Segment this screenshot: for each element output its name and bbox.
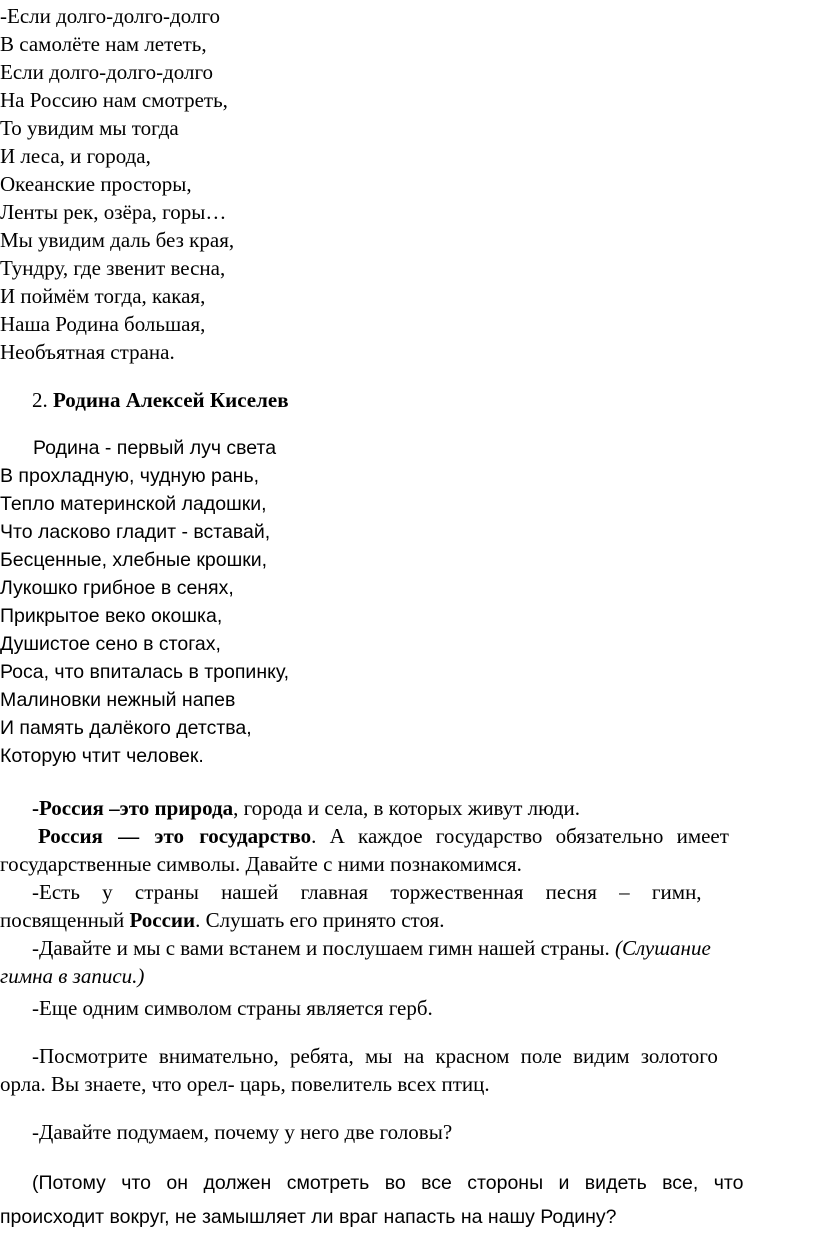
poem-line: Тепло материнской ладошки, [0,493,267,515]
poem-line: Океанские просторы, [0,172,192,196]
poem-line: Которую чтит человек. [0,745,204,767]
paragraph-text: -Посмотрите внимательно, ребята, мы на красном поле видим золотого [32,1044,718,1068]
poem-line: Родина - первый луч света [33,437,277,459]
poem-line: Мы увидим даль без края, [0,228,235,252]
paragraph-bold: -Россия –это природа [32,796,234,820]
poem-line: Бесценные, хлебные крошки, [0,549,268,571]
poem-line: Роса, что впиталась в тропинку, [0,661,290,683]
poem-line: И леса, и города, [0,144,151,168]
section-number: 2. [32,388,48,412]
section-heading [32,386,289,414]
paragraph-emblem [0,994,814,1022]
paragraph-text: посвященный [0,908,130,932]
poem-line: На Россию нам смотреть, [0,88,228,112]
poem-line: Лукошко грибное в сенях, [0,577,234,599]
paragraph-anthem [0,878,814,934]
paragraph-text: . А каждое государство обязательно имеет [311,824,729,848]
paragraph-state [0,822,814,878]
poem-line: Наша Родина большая, [0,312,206,336]
poem-line: И поймём тогда, какая, [0,284,206,308]
paragraph-italic: (Слушание [615,936,711,960]
paragraph-text: государственные символы. Давайте с ними познакомимся. [0,852,522,876]
poem-line: В прохладную, чудную рань, [0,465,260,487]
paragraph-text: -Еще одним символом страны является герб. [32,996,433,1020]
paragraph-answer [0,1166,814,1234]
poem-line: Что ласково гладит - вставай, [0,521,271,543]
paragraph-eagle [0,1042,814,1098]
paragraph-text: орла. Вы знаете, что орел- царь, повелитель всех птиц. [0,1072,490,1096]
paragraph-bold: Россия — это государство [38,824,312,848]
poem-line: -Если долго-долго-долго [0,4,221,28]
paragraph-text: . Слушать его принято стоя. [195,908,445,932]
poem-line: То увидим мы тогда [0,116,179,140]
poem-line: И память далёкого детства, [0,717,252,739]
poem-line: В самолёте нам лететь, [0,32,207,56]
poem-line: Малиновки нежный напев [0,689,236,711]
paragraph-question [0,1118,814,1146]
poem-line: Прикрытое веко окошка, [0,605,223,627]
paragraph-text: (Потому что он должен смотреть во все стороны и видеть все, что [32,1172,744,1194]
paragraph-text: происходит вокруг, не замышляет ли враг напасть на нашу Родину? [0,1206,617,1228]
poem-line: Если долго-долго-долго [0,60,214,84]
paragraph-nature [0,794,814,822]
paragraph-text: , города и села, в которых живут люди. [233,796,580,820]
poem-line: Необъятная страна. [0,340,175,364]
paragraph-text: -Давайте и мы с вами встанем и послушаем гимн нашей страны. [32,936,610,960]
paragraph-italic: гимна в записи.) [0,964,145,988]
paragraph-text: -Есть у страны нашей главная торжественная песня – гимн, [32,880,702,904]
poem-line: Душистое сено в стогах, [0,633,221,655]
paragraph-text: -Давайте подумаем, почему у него две головы? [32,1120,453,1144]
paragraph-bold: России [129,908,196,932]
section-title: Родина Алексей Киселев [53,388,289,412]
paragraph-listen [0,934,814,990]
poem-line: Ленты рек, озёра, горы… [0,200,227,224]
poem-line: Тундру, где звенит весна, [0,256,226,280]
